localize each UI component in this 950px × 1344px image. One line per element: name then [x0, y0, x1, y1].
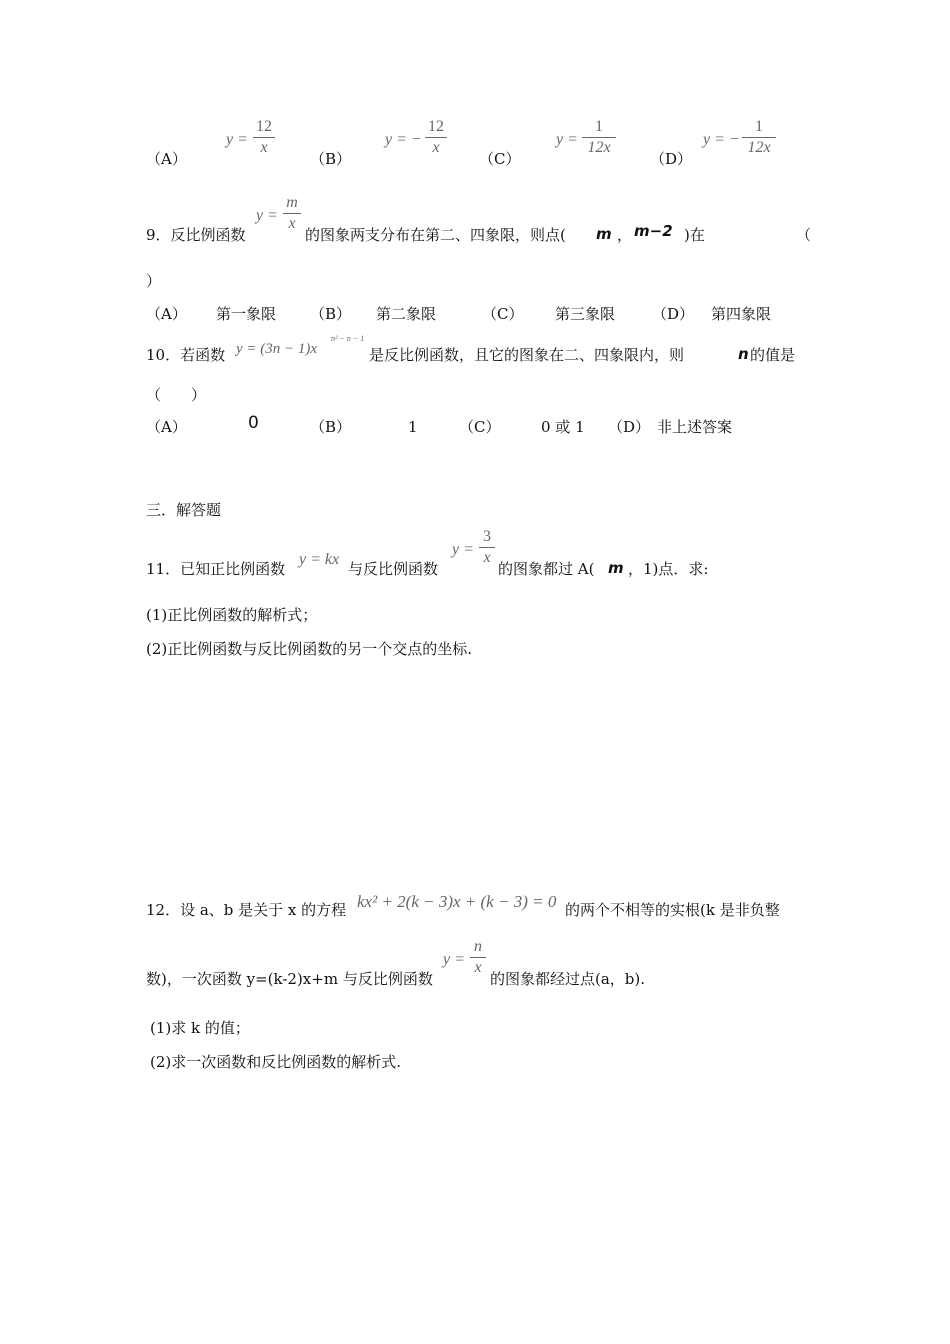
q10-prefix: 10．若函数	[146, 346, 226, 364]
q10-option-b-text: 1	[408, 418, 418, 436]
q12-line2-prefix: 数)，一次函数 y=(k-2)x+m 与反比例函数	[146, 970, 433, 988]
q8-option-d-fraction	[742, 118, 776, 157]
q10-option-a-text: 0	[248, 413, 259, 433]
q10-exponent: n² − n − 1	[331, 334, 365, 343]
q11-var-m: m	[608, 559, 624, 577]
q9-option-a-label: （A）	[146, 305, 187, 323]
q12-fraction	[470, 938, 486, 977]
q9-paren-open: （	[796, 226, 812, 244]
q10-mid: 是反比例函数，且它的图象在二、四象限内，则	[369, 346, 685, 364]
q12-prefix: 12．设 a、b 是关于 x 的方程	[146, 901, 347, 919]
q9-den: x	[288, 215, 296, 232]
q8-option-c-lhs: y =	[556, 131, 578, 148]
q10-option-a-label: （A）	[146, 418, 187, 436]
q8-option-a-num: 12	[256, 118, 272, 135]
q12-sub2: (2)求一次函数和反比例函数的解析式.	[150, 1053, 402, 1071]
q10-option-c-label: （C）	[459, 418, 501, 436]
q11-sub1: (1)正比例函数的解析式；	[146, 606, 318, 624]
q12-equation: kx² + 2(k − 3)x + (k − 3) = 0	[357, 892, 557, 911]
q9-option-d-label: （D）	[652, 305, 695, 323]
q12-lhs: y =	[443, 951, 465, 968]
q9-var-m: m	[596, 225, 612, 243]
q10-option-c-text: 0 或 1	[541, 418, 585, 436]
q8-option-c-num: 1	[595, 118, 603, 135]
q8-option-b-den: x	[432, 139, 440, 156]
q10-paren: （ ）	[146, 386, 207, 404]
q8-option-d-den: 12x	[747, 139, 771, 156]
q9-comma: ，	[617, 226, 633, 244]
q9-option-b-text: 第二象限	[376, 305, 437, 323]
q9-option-b-label: （B）	[310, 305, 352, 323]
q8-option-a-fraction	[253, 118, 275, 157]
q11-lhs: y =	[452, 541, 474, 558]
q9-option-a-text: 第一象限	[216, 305, 277, 323]
q9-num: m	[286, 194, 298, 211]
q10-option-b-label: （B）	[310, 418, 352, 436]
q8-option-b-lhs: y = −	[385, 131, 422, 148]
q11-mid2: 的图象都过 A(	[498, 560, 595, 578]
q11-fraction	[479, 528, 495, 567]
q9-fraction	[283, 194, 301, 233]
q11-linear-function: y = kx	[299, 551, 340, 568]
q12-num: n	[474, 938, 482, 955]
q9-suffix: )在	[684, 226, 705, 244]
q8-option-d-lhs: y = −	[703, 131, 740, 148]
q8-option-a-lhs: y =	[226, 131, 248, 148]
q11-suffix: ，1)点．求:	[628, 560, 709, 578]
q9-var-m-minus-2: m−2	[634, 222, 673, 240]
q11-num: 3	[483, 528, 491, 545]
q8-option-c-fraction	[582, 118, 616, 157]
q12-line2-suffix: 的图象都经过点(a，b).	[490, 970, 646, 988]
q9-paren-close: ）	[146, 272, 162, 290]
q9-prefix: 9．反比例函数	[146, 226, 246, 244]
q10-option-d-label: （D）	[608, 418, 651, 436]
q12-sub1: (1)求 k 的值；	[150, 1019, 250, 1037]
q8-option-b-label: （B）	[310, 150, 352, 168]
q9-option-c-label: （C）	[482, 305, 524, 323]
q10-formula: y = (3n − 1)x	[236, 341, 318, 357]
q10-suffix: 的值是	[750, 346, 796, 364]
q11-prefix: 11．已知正比例函数	[146, 560, 286, 578]
section-heading: 三．解答题	[146, 501, 222, 519]
q11-mid: 与反比例函数	[348, 560, 439, 578]
q11-den: x	[483, 549, 491, 566]
q9-option-d-text: 第四象限	[711, 305, 772, 323]
q8-option-a-label: （A）	[146, 150, 187, 168]
q9-option-c-text: 第三象限	[555, 305, 616, 323]
q11-sub2: (2)正比例函数与反比例函数的另一个交点的坐标.	[146, 640, 473, 658]
q8-option-b-fraction	[425, 118, 447, 157]
q9-lhs: y =	[256, 207, 278, 224]
q8-option-b-num: 12	[428, 118, 444, 135]
q10-option-d-text: 非上述答案	[657, 418, 733, 436]
q10-var-n: n	[738, 345, 749, 363]
q12-suffix: 的两个不相等的实根(k 是非负整	[565, 901, 780, 919]
q12-den: x	[474, 959, 482, 976]
q8-option-d-label: （D）	[650, 150, 693, 168]
q8-option-a-den: x	[260, 139, 268, 156]
q9-mid: 的图象两支分布在第二、四象限，则点(	[305, 226, 566, 244]
q8-option-c-den: 12x	[587, 139, 611, 156]
q8-option-d-num: 1	[755, 118, 763, 135]
q8-option-c-label: （C）	[479, 150, 521, 168]
